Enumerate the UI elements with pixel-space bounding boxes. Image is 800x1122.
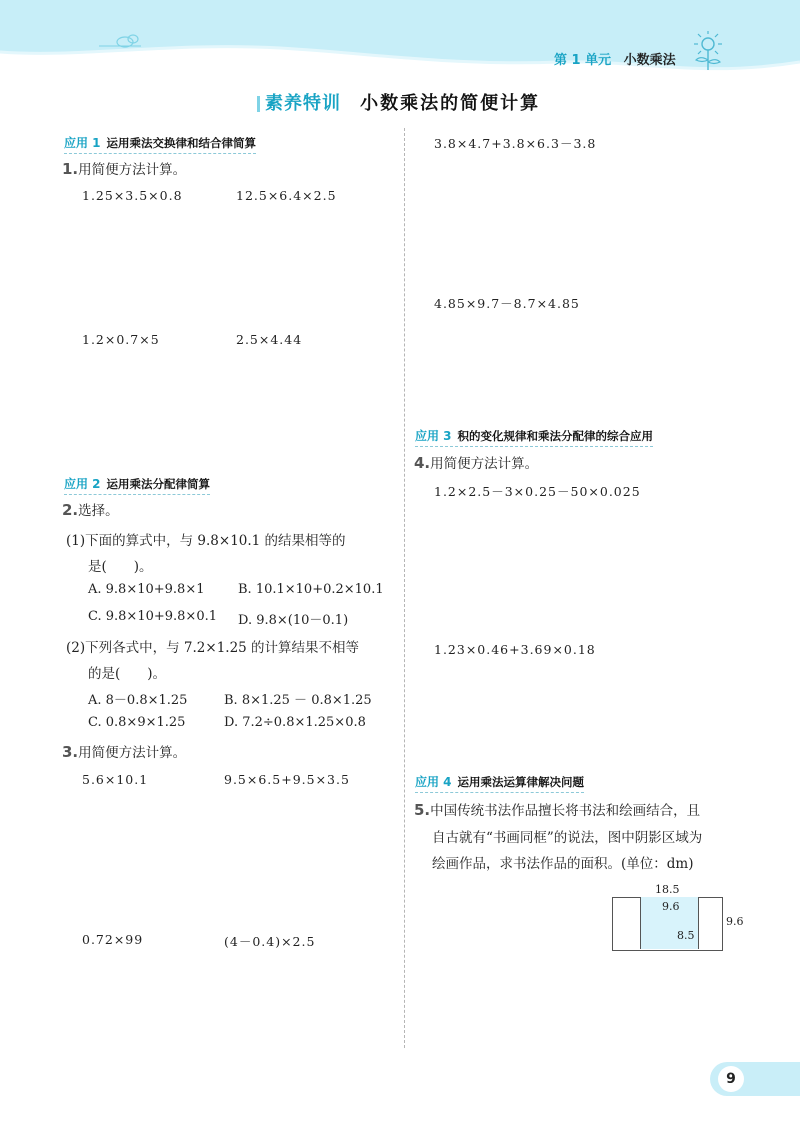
q1-expression-4: 2.5×4.44 (236, 332, 303, 347)
section-app4-tag: 应用 4 (415, 775, 452, 789)
page-number: 9 (718, 1066, 744, 1092)
title-main: 小数乘法的简便计算 (360, 93, 541, 114)
question-5-line1: 中国传统书法作品擅长将书法和绘画结合，且 (430, 803, 701, 819)
section-app1-header (64, 134, 256, 154)
q3-expression-1: 5.6×10.1 (82, 772, 149, 787)
q2-sub1-option-d[interactable]: D. 9.8×(10－0.1) (238, 613, 349, 628)
sunflower-decoration-icon (692, 30, 728, 74)
section-app2-header (64, 475, 210, 495)
section-app2-text: 运用乘法分配律简算 (106, 477, 211, 491)
shaded-top-label: 9.6 (662, 900, 680, 913)
q2-sub2-line2: 的是( )。 (88, 666, 167, 682)
section-app1-text: 运用乘法交换律和结合律简算 (106, 136, 257, 150)
column-divider (404, 128, 405, 1048)
unit-label (554, 49, 676, 68)
question-3-text: 用简便方法计算。 (78, 745, 187, 761)
q2-sub1-line1: (1)下面的算式中，与 9.8×10.1 的结果相等的 (66, 533, 346, 549)
question-4-number: 4. (414, 454, 431, 472)
q2-sub1-option-b[interactable]: B. 10.1×10+0.2×10.1 (238, 582, 384, 597)
q2-sub1-option-a[interactable]: A. 9.8×10+9.8×1 (88, 582, 205, 597)
question-2-text: 选择。 (78, 503, 119, 519)
section-app2-tag: 应用 2 (64, 477, 101, 491)
section-app3-tag: 应用 3 (415, 429, 452, 443)
shaded-width-label: 8.5 (677, 929, 695, 942)
q4-expression-2: 1.23×0.46+3.69×0.18 (434, 642, 596, 657)
q3-expression-2: 9.5×6.5+9.5×3.5 (224, 772, 350, 787)
question-3 (62, 741, 186, 761)
q1-expression-3: 1.2×0.7×5 (82, 332, 160, 347)
question-2-number: 2. (62, 501, 79, 519)
q2-sub2-line1: (2)下列各式中，与 7.2×1.25 的计算结果不相等 (66, 640, 360, 656)
flower-decoration-icon (95, 30, 145, 52)
question-1-text: 用简便方法计算。 (78, 162, 187, 178)
question-4-text: 用简便方法计算。 (430, 456, 539, 472)
unit-name: 小数乘法 (623, 53, 676, 68)
page-title (257, 89, 540, 115)
q2-sub1-option-c[interactable]: C. 9.8×10+9.8×0.1 (88, 609, 217, 624)
figure-total-width-label: 18.5 (655, 883, 680, 896)
section-app4-header (415, 773, 584, 793)
q1-expression-1: 1.25×3.5×0.8 (82, 188, 183, 203)
question-1 (62, 158, 186, 178)
q2-sub2-option-d[interactable]: D. 7.2÷0.8×1.25×0.8 (224, 715, 366, 730)
section-app3-text: 积的变化规律和乘法分配律的综合应用 (457, 429, 654, 443)
q3-expression-3: 0.72×99 (82, 932, 144, 947)
q1-continued-expression-2: 4.85×9.7－8.7×4.85 (434, 296, 580, 311)
section-app4-text: 运用乘法运算律解决问题 (457, 775, 585, 789)
q2-sub2-option-c[interactable]: C. 0.8×9×1.25 (88, 715, 186, 730)
title-tag: 素养特训 (257, 93, 341, 114)
q2-sub2-option-a[interactable]: A. 8－0.8×1.25 (88, 693, 188, 708)
section-app3-header (415, 427, 653, 447)
figure-height-label: 9.6 (726, 915, 744, 928)
question-4 (414, 452, 538, 472)
q3-expression-4: (4－0.4)×2.5 (224, 934, 316, 949)
q1-continued-expression-1: 3.8×4.7+3.8×6.3－3.8 (434, 136, 597, 151)
unit-number: 第 1 单元 (554, 53, 612, 68)
question-5-number: 5. (414, 801, 431, 819)
question-5-line2: 自古就有“书画同框”的说法，图中阴影区域为 (432, 830, 703, 846)
section-app1-tag: 应用 1 (64, 136, 101, 150)
q2-sub2-option-b[interactable]: B. 8×1.25 － 0.8×1.25 (224, 693, 372, 708)
q4-expression-1: 1.2×2.5－3×0.25－50×0.025 (434, 484, 641, 499)
question-3-number: 3. (62, 743, 79, 761)
q1-expression-2: 12.5×6.4×2.5 (236, 188, 337, 203)
q2-sub1-line2: 是( )。 (88, 559, 153, 575)
question-2 (62, 499, 119, 519)
question-1-number: 1. (62, 160, 79, 178)
question-5 (414, 799, 700, 819)
question-5-line3: 绘画作品，求书法作品的面积。(单位：dm) (432, 856, 694, 872)
